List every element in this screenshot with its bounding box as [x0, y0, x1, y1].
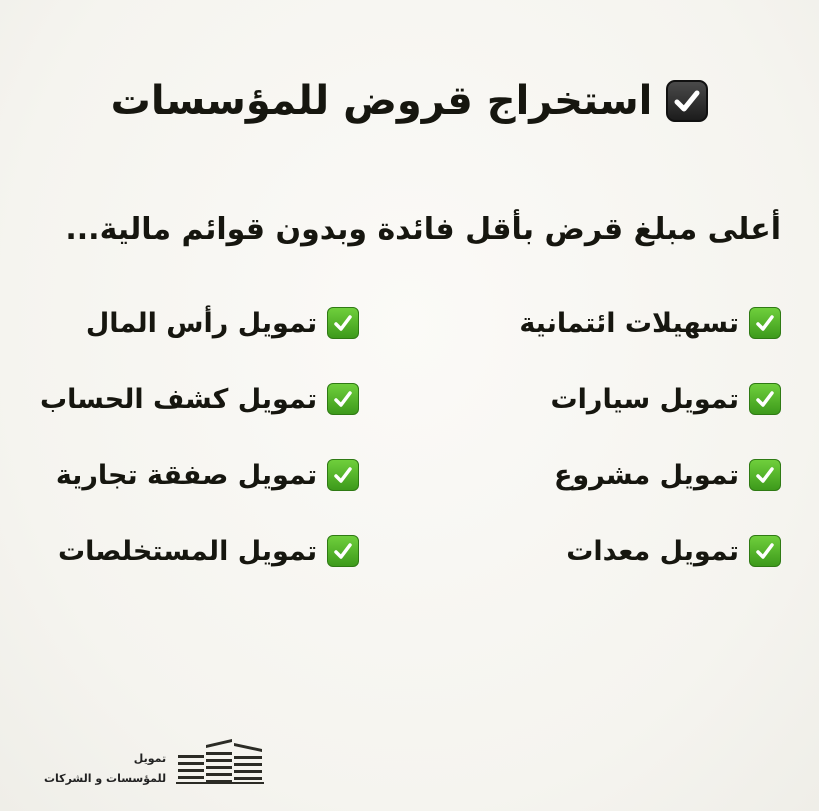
service-item	[429, 381, 781, 417]
service-item	[40, 533, 409, 569]
check-box-icon	[327, 383, 359, 415]
service-item	[429, 305, 781, 341]
check-box-icon	[749, 535, 781, 567]
check-box-icon	[749, 459, 781, 491]
logo-text	[44, 749, 166, 789]
service-label: تمويل رأس المال	[85, 307, 318, 339]
check-box-icon	[327, 307, 359, 339]
service-label: تمويل معدات	[566, 535, 739, 567]
title-row	[80, 78, 739, 124]
service-label: تمويل كشف الحساب	[40, 383, 318, 415]
logo-line-2: للمؤسسات و الشركات	[44, 772, 167, 785]
brand-logo	[44, 735, 264, 789]
service-item	[40, 305, 409, 341]
check-box-icon	[327, 459, 359, 491]
service-label: تمويل سيارات	[550, 383, 739, 415]
check-box-icon	[327, 535, 359, 567]
service-item	[429, 533, 781, 569]
check-box-icon	[749, 307, 781, 339]
services-grid	[40, 305, 781, 569]
service-label: تمويل مشروع	[553, 459, 739, 491]
service-label: تمويل صفقة تجارية	[55, 459, 318, 491]
check-box-icon	[749, 383, 781, 415]
page-title: استخراج قروض للمؤسسات	[110, 78, 653, 124]
title-check-icon	[666, 80, 708, 122]
logo-line-1: تمويل	[133, 752, 167, 765]
service-item	[429, 457, 781, 493]
service-item	[40, 381, 409, 417]
buildings-icon	[176, 735, 264, 789]
service-label: تسهيلات ائتمانية	[519, 307, 739, 339]
subtitle: أعلى مبلغ قرض بأقل فائدة وبدون قوائم مالية...	[65, 212, 781, 247]
service-label: تمويل المستخلصات	[57, 535, 318, 567]
service-item	[40, 457, 409, 493]
